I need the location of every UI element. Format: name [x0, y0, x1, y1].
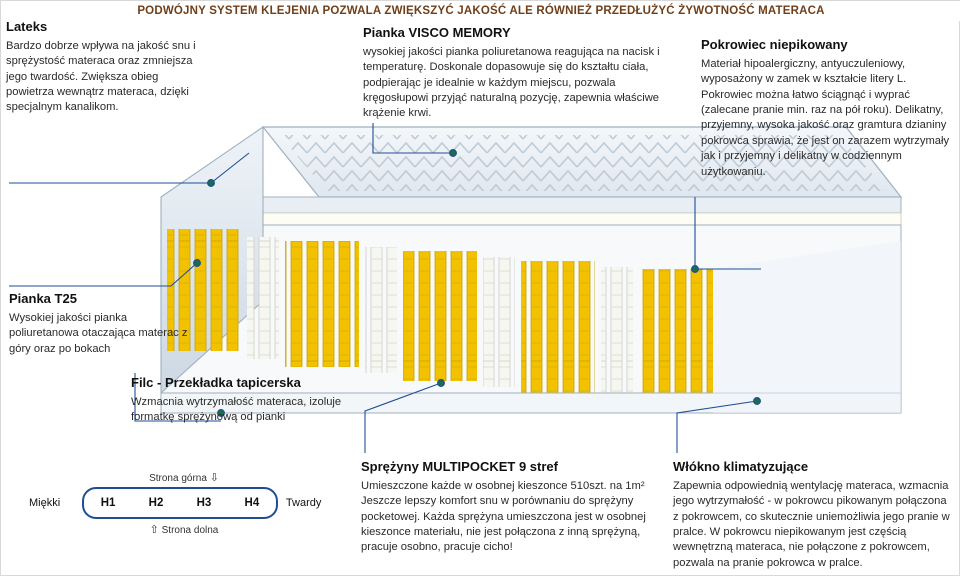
callout-wlokno-text: Zapewnia odpowiednią wentylację materaca, wzmacnia jego wytrzymałość - w pokrowcu pikowanym połączona z pokrowcem, co skutecznie uniemożliwia jego pranie w pralce. W pokrowcu niepikowanym jest częścią wewnętrzną materaca, nie połączone z pokrowcem, pozwala na pranie pokrowca w pralce. [673, 479, 950, 569]
callout-lateks [6, 19, 206, 116]
scale-top-side [89, 471, 279, 484]
callout-lateks-title: Lateks [6, 19, 48, 34]
callout-visco-text: wysokiej jakości pianka poliuretanowa reagująca na nacisk i temperaturę. Doskonale dopasowuje się do kształtu ciała, podpierając je idealnie w każdym miejscu, pozwala kręgosłupowi przyjąć naturalną pozycję, zapewnia właściwe krążenie krwi. [363, 45, 660, 120]
scale-bottom-side [89, 523, 279, 536]
firmness-scale [29, 471, 339, 536]
arrow-down-icon: ⇩ [209, 472, 219, 484]
header-banner: PODWÓJNY SYSTEM KLEJENIA POZWALA ZWIĘKSZYĆ JAKOŚĆ ALE RÓWNIEŻ PRZEDŁUŻYĆ ŻYWOTNOŚĆ MATERACA [1, 1, 960, 21]
callout-lateks-text: Bardzo dobrze wpływa na jakość snu i sprężystość materaca oraz zmniejsza jego twardość. Zwiększa obieg powietrza wewnątrz materaca, dzięki specjalnym kanalikom. [6, 39, 196, 114]
callout-visco-memory [363, 25, 683, 122]
callout-t25-title: Pianka T25 [9, 291, 77, 306]
callout-sprezyny-multipocket [361, 459, 661, 556]
callout-t25-text: Wysokiej jakości pianka poliuretanowa otaczająca materac z góry oraz po bokach [9, 311, 188, 355]
callout-sprezyny-title: Sprężyny MULTIPOCKET 9 stref [361, 459, 558, 474]
scale-soft-label: Miękki [29, 497, 61, 509]
callout-pokrowiec-text: Materiał hipoalergiczny, antyuczuleniowy, wyposażony w zamek w kształcie litery L. Pokrowiec można łatwo ściągnąć i wyprać (zalecane pranie min. raz na pół roku). Delikatny, przyjemny, wysoka jakość oraz gramtura dzianiny pokrowca sprawia, że jest on zarazem wytrzymały jak i przyjemny i delikatny w codziennym użytkowaniu. [701, 57, 950, 178]
callout-filc-title: Filc - Przekładka tapicerska [131, 375, 301, 390]
callout-pianka-t25 [9, 291, 199, 357]
firmness-level-h1[interactable]: H1 [100, 497, 116, 509]
firmness-levels[interactable] [82, 487, 278, 519]
firmness-level-h2[interactable]: H2 [148, 497, 164, 509]
firmness-level-h4[interactable]: H4 [244, 497, 260, 509]
scale-bottom-label: Strona dolna [161, 525, 219, 536]
callout-wlokno-title: Włókno klimatyzujące [673, 459, 809, 474]
scale-hard-label: Twardy [285, 497, 322, 509]
firmness-level-h3[interactable]: H3 [196, 497, 212, 509]
scale-top-label: Strona górna [149, 473, 207, 484]
callout-visco-title: Pianka VISCO MEMORY [363, 25, 511, 40]
callout-sprezyny-text: Umieszczone każde w osobnej kieszonce 510szt. na 1m² Jeszcze lepszy komfort snu w porównaniu do sprężyny pocketowej. Każda sprężyna umieszczona jest w osobnej kieszonce materiału, nie jest połączona z inną sprężyną, pracuje osobno, pracuje cicho! [361, 479, 646, 554]
callout-pokrowiec-title: Pokrowiec niepikowany [701, 37, 848, 52]
callout-wlokno-klimatyzujace [673, 459, 955, 571]
callout-filc [131, 375, 381, 426]
callout-filc-text: Wzmacnia wytrzymałość materaca, izoluje formatkę sprężynową od pianki [131, 395, 342, 424]
arrow-up-icon: ⇧ [149, 524, 159, 536]
callout-pokrowiec [701, 37, 953, 180]
